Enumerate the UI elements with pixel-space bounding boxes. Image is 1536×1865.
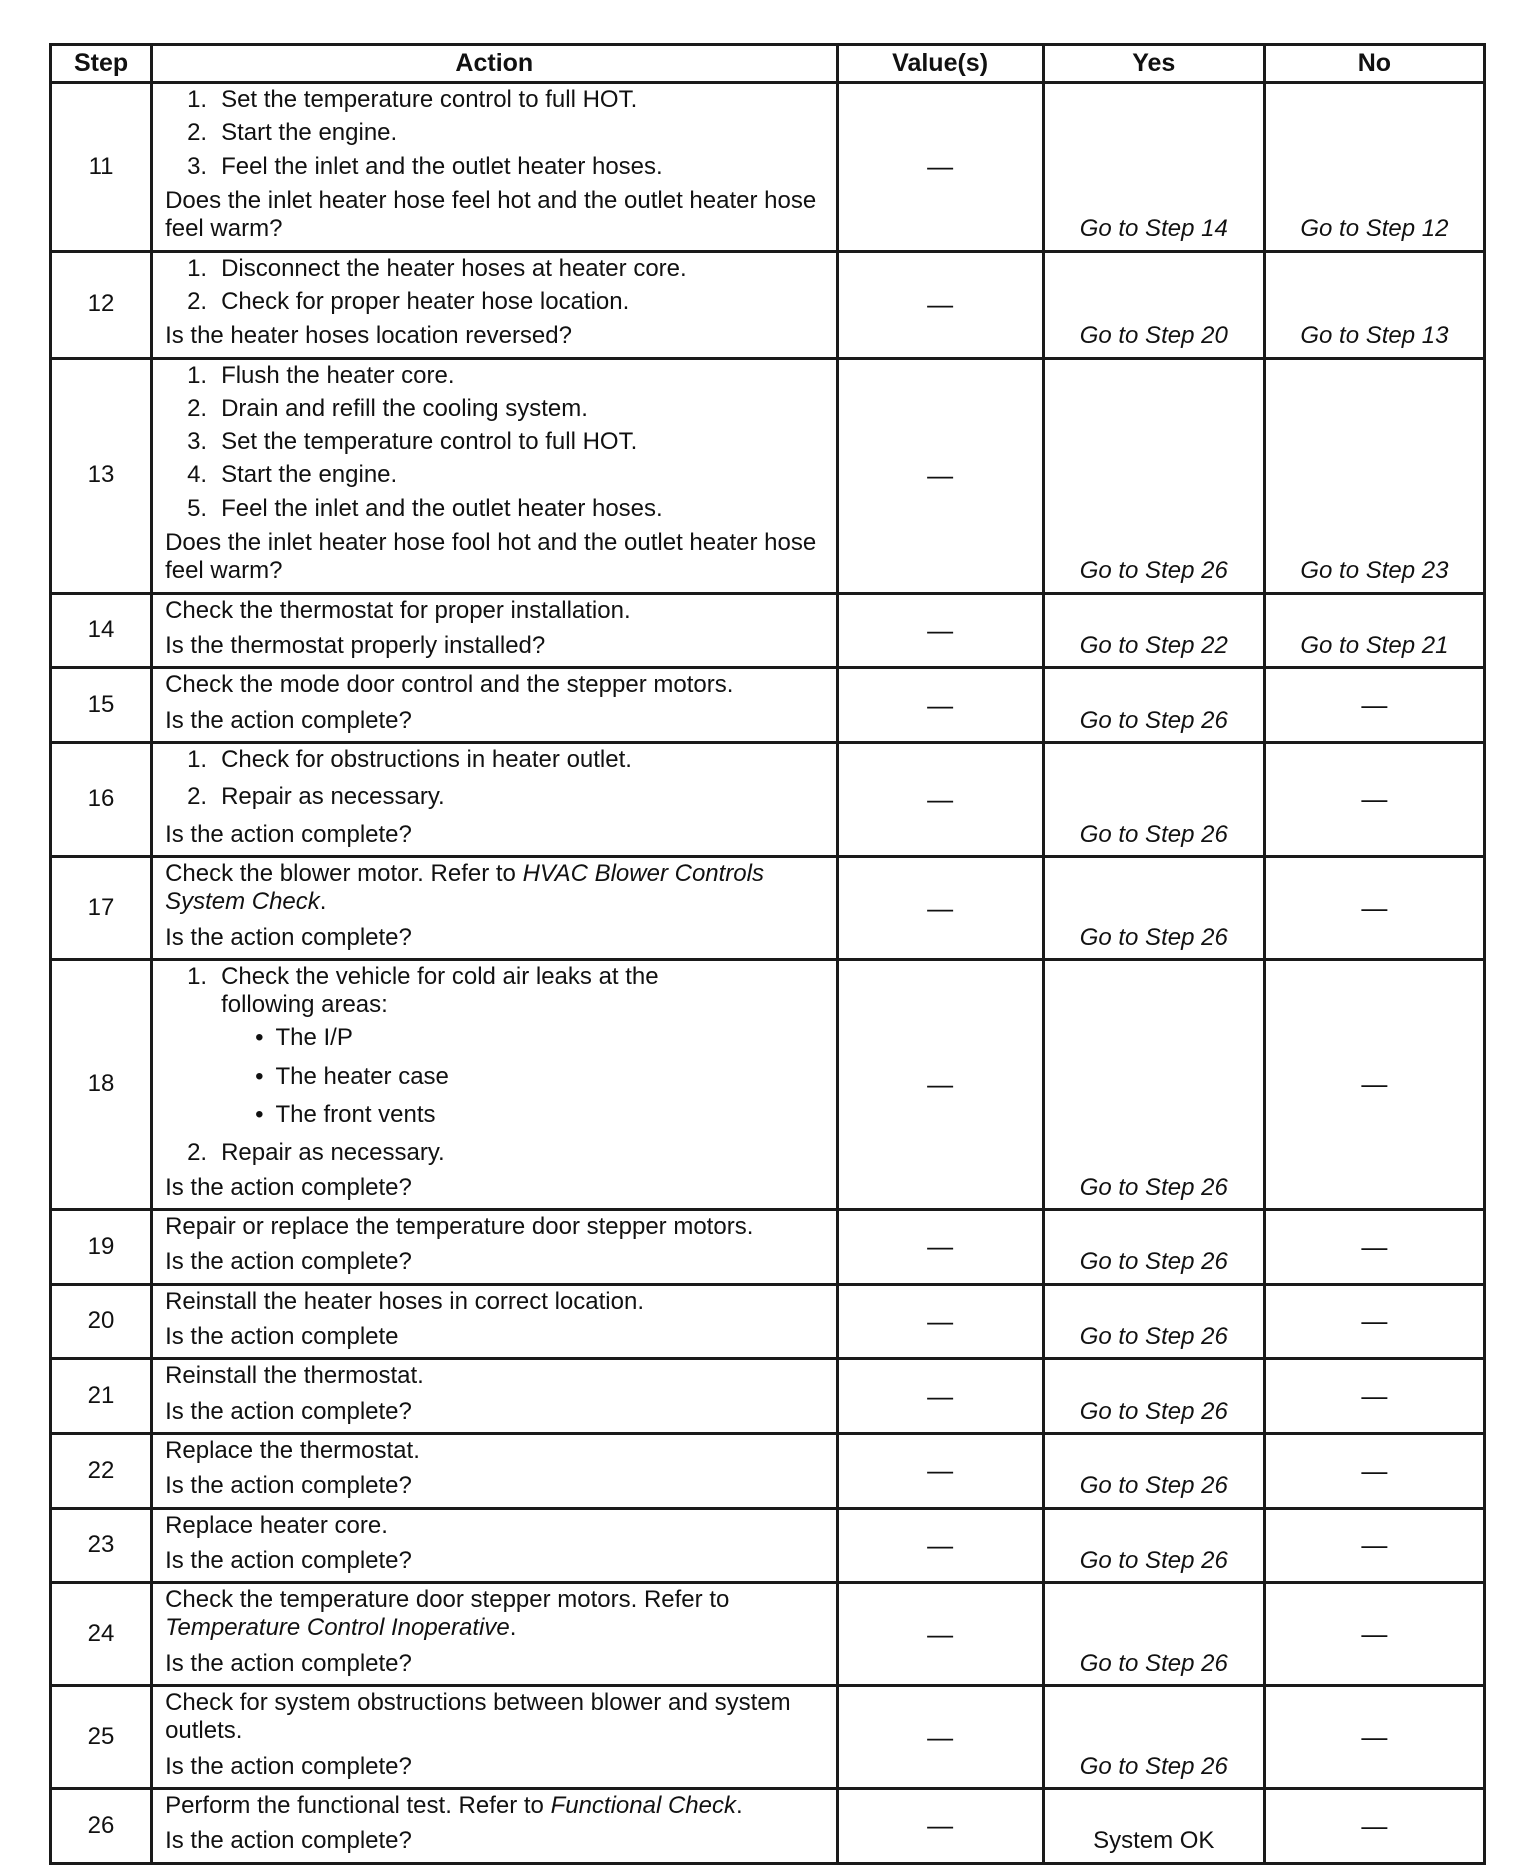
value-cell: — [837,1210,1043,1285]
yes-outcome: Go to Step 26 [1079,557,1228,585]
step-number: 21 [51,1359,152,1434]
question-text: Is the action complete? [165,923,412,951]
yes-outcome: Go to Step 26 [1079,1752,1228,1780]
yes-outcome: Go to Step 26 [1079,820,1228,848]
value-cell: — [837,1508,1043,1583]
table-row [51,83,1485,252]
question-text: Is the action complete? [165,1472,412,1500]
yes-cell [1043,1583,1264,1686]
no-cell [1264,358,1484,593]
action-text: Check the thermostat for proper installation. [165,596,631,624]
list-item: 1. Disconnect the heater hoses at heater core. [187,254,687,282]
yes-cell [1043,959,1264,1209]
list-item: • The heater case [221,1063,825,1091]
question-text: Is the action complete? [165,1546,412,1574]
action-cell [152,1789,837,1864]
step-number: 25 [51,1686,152,1789]
action-list [165,255,825,317]
action-list [165,362,825,524]
no-cell [1264,1789,1484,1864]
value-cell: — [837,959,1043,1209]
header-row [51,45,1485,83]
no-cell [1264,856,1484,959]
list-item: 3. Feel the inlet and the outlet heater hoses. [187,152,663,180]
action-text: Repair or replace the temperature door stepper motors. [165,1213,754,1240]
table-row [51,959,1485,1209]
question-text: Is the action complete? [165,1248,412,1276]
no-cell [1264,1686,1484,1789]
value-cell: — [837,358,1043,593]
header-no: No [1264,45,1484,83]
yes-outcome: Go to Step 26 [1079,1248,1228,1276]
list-item: 2. Repair as necessary. [187,783,445,811]
yes-cell [1043,358,1264,593]
list-item: 2. Start the engine. [187,119,398,147]
yes-cell [1043,1789,1264,1864]
no-outcome: — [1361,1455,1388,1486]
yes-cell [1043,1359,1264,1434]
step-number: 23 [51,1508,152,1583]
step-number: 12 [51,251,152,358]
no-outcome: Go to Step 23 [1300,557,1449,585]
list-item: 2. Drain and refill the cooling system. [187,394,588,422]
yes-cell [1043,83,1264,252]
no-outcome: — [1361,1380,1388,1411]
action-cell [152,742,837,856]
yes-cell [1043,1284,1264,1359]
step-number: 26 [51,1789,152,1864]
action-text: Check the blower motor. Refer to HVAC Blower Controls System Check. [165,859,764,916]
question-text: Is the action complete? [165,1827,412,1855]
header-yes: Yes [1043,45,1264,83]
value-cell: — [837,668,1043,743]
action-cell [152,83,837,252]
step-number: 22 [51,1433,152,1508]
no-outcome: — [1361,1306,1388,1337]
list-item: 2. Repair as necessary. [187,1139,445,1167]
table-row [51,1583,1485,1686]
no-outcome: — [1361,784,1388,815]
action-cell [152,593,837,668]
table-row [51,1284,1485,1359]
step-number: 24 [51,1583,152,1686]
question-text: Is the action complete? [165,1649,412,1677]
bullet-list [221,1024,825,1129]
no-cell [1264,959,1484,1209]
step-number: 20 [51,1284,152,1359]
table-row [51,593,1485,668]
action-text: Perform the functional test. Refer to Functional Check. [165,1792,743,1819]
yes-outcome: Go to Step 22 [1079,632,1228,659]
question-text: Is the action complete? [165,706,412,734]
action-cell [152,1686,837,1789]
question-text: Is the heater hoses location reversed? [165,322,572,350]
no-outcome: — [1361,892,1388,923]
value-cell: — [837,1583,1043,1686]
no-outcome: — [1361,1529,1388,1560]
reference-link-text: Temperature Control Inoperative [165,1614,510,1642]
yes-cell [1043,742,1264,856]
value-cell: — [837,1284,1043,1359]
value-cell: — [837,1686,1043,1789]
reference-link-text: HVAC Blower Controls System Check [165,859,764,916]
action-text: Check the mode door control and the stepper motors. [165,671,734,699]
list-item: • The I/P [221,1024,825,1052]
header-action: Action [152,45,837,83]
no-cell [1264,1284,1484,1359]
table-row [51,742,1485,856]
yes-cell [1043,1686,1264,1789]
table-row [51,1433,1485,1508]
no-cell [1264,1359,1484,1434]
value-cell: — [837,1359,1043,1434]
no-outcome: — [1361,1810,1388,1841]
no-cell [1264,1583,1484,1686]
action-text: Check the temperature door stepper motors. Refer to Temperature Control Inoperative. [165,1586,730,1642]
value-cell: — [837,251,1043,358]
step-number: 11 [51,83,152,252]
action-cell [152,1359,837,1434]
no-outcome: — [1361,1721,1388,1752]
list-item: 2. Check for proper heater hose location. [187,287,630,315]
value-cell: — [837,83,1043,252]
no-cell [1264,1433,1484,1508]
no-cell [1264,83,1484,252]
action-text: Check for system obstructions between blower and system outlets. [165,1689,791,1745]
no-outcome: Go to Step 13 [1300,322,1449,350]
action-cell [152,668,837,743]
action-cell [152,959,837,1209]
table-row [51,1686,1485,1789]
yes-outcome: Go to Step 20 [1079,322,1228,350]
action-cell [152,1583,837,1686]
list-item: 1. Set the temperature control to full HOT. [187,86,638,113]
yes-outcome: Go to Step 26 [1079,706,1228,734]
table-row [51,251,1485,358]
table-row [51,358,1485,593]
no-cell [1264,1508,1484,1583]
list-item: 3. Set the temperature control to full HOT. [187,428,638,456]
yes-cell [1043,856,1264,959]
no-cell [1264,251,1484,358]
no-outcome: — [1361,689,1388,720]
list-item: 1. Check for obstructions in heater outlet. [187,745,632,773]
step-number: 19 [51,1210,152,1285]
list-item: 1. Check the vehicle for cold air leaks at the following areas: [187,962,659,1019]
list-item: 4. Start the engine. [187,461,398,489]
list-item: • The front vents [221,1101,825,1129]
action-list [165,1139,825,1167]
action-cell [152,1284,837,1359]
yes-outcome: Go to Step 26 [1079,1546,1228,1574]
yes-cell [1043,251,1264,358]
no-cell [1264,593,1484,668]
no-outcome: Go to Step 12 [1300,215,1449,243]
no-outcome: — [1361,1618,1388,1649]
question-text: Does the inlet heater hose fool hot and the outlet heater hose feel warm? [165,529,817,585]
value-cell: — [837,1789,1043,1864]
action-cell [152,1508,837,1583]
yes-outcome: Go to Step 26 [1079,1173,1228,1201]
step-number: 15 [51,668,152,743]
action-cell [152,1433,837,1508]
question-text: Does the inlet heater hose feel hot and the outlet heater hose feel warm? [165,186,817,243]
table-row [51,1789,1485,1864]
yes-cell [1043,1210,1264,1285]
no-outcome: Go to Step 21 [1300,632,1449,659]
table-row [51,668,1485,743]
no-cell [1264,1210,1484,1285]
yes-outcome: System OK [1093,1827,1215,1855]
action-cell [152,1210,837,1285]
table-row [51,1359,1485,1434]
value-cell: — [837,593,1043,668]
action-list [165,963,825,1020]
value-cell: — [837,1433,1043,1508]
action-text: Reinstall the heater hoses in correct location. [165,1287,644,1315]
table-row [51,856,1485,959]
yes-outcome: Go to Step 14 [1079,215,1228,243]
question-text: Is the action complete? [165,820,412,848]
reference-link-text: Functional Check [550,1792,737,1819]
action-text: Replace heater core. [165,1511,388,1539]
table-row [51,1508,1485,1583]
question-text: Is the action complete? [165,1173,412,1201]
yes-outcome: Go to Step 26 [1079,923,1228,951]
yes-cell [1043,1433,1264,1508]
yes-outcome: Go to Step 26 [1079,1397,1228,1425]
action-list [165,746,825,812]
question-text: Is the action complete [165,1322,399,1350]
step-number: 16 [51,742,152,856]
no-cell [1264,742,1484,856]
step-number: 13 [51,358,152,593]
table-row [51,1210,1485,1285]
list-item: 1. Flush the heater core. [187,361,455,389]
question-text: Is the action complete? [165,1397,412,1425]
step-number: 17 [51,856,152,959]
no-outcome: — [1361,1069,1388,1100]
diagnostic-table [49,43,1486,1865]
header-values: Value(s) [837,45,1043,83]
yes-cell [1043,1508,1264,1583]
step-number: 18 [51,959,152,1209]
question-text: Is the action complete? [165,1752,412,1780]
yes-outcome: Go to Step 26 [1079,1649,1228,1677]
action-cell [152,856,837,959]
no-outcome: — [1361,1231,1388,1262]
yes-outcome: Go to Step 26 [1079,1472,1228,1500]
header-step: Step [51,45,152,83]
value-cell: — [837,856,1043,959]
action-text: Replace the thermostat. [165,1436,420,1464]
action-cell [152,251,837,358]
action-text: Reinstall the thermostat. [165,1362,424,1390]
action-cell [152,358,837,593]
step-number: 14 [51,593,152,668]
action-list [165,86,825,181]
no-cell [1264,668,1484,743]
yes-cell [1043,668,1264,743]
question-text: Is the thermostat properly installed? [165,632,546,659]
yes-cell [1043,593,1264,668]
value-cell: — [837,742,1043,856]
yes-outcome: Go to Step 26 [1079,1322,1228,1350]
list-item: 5. Feel the inlet and the outlet heater hoses. [187,494,663,522]
